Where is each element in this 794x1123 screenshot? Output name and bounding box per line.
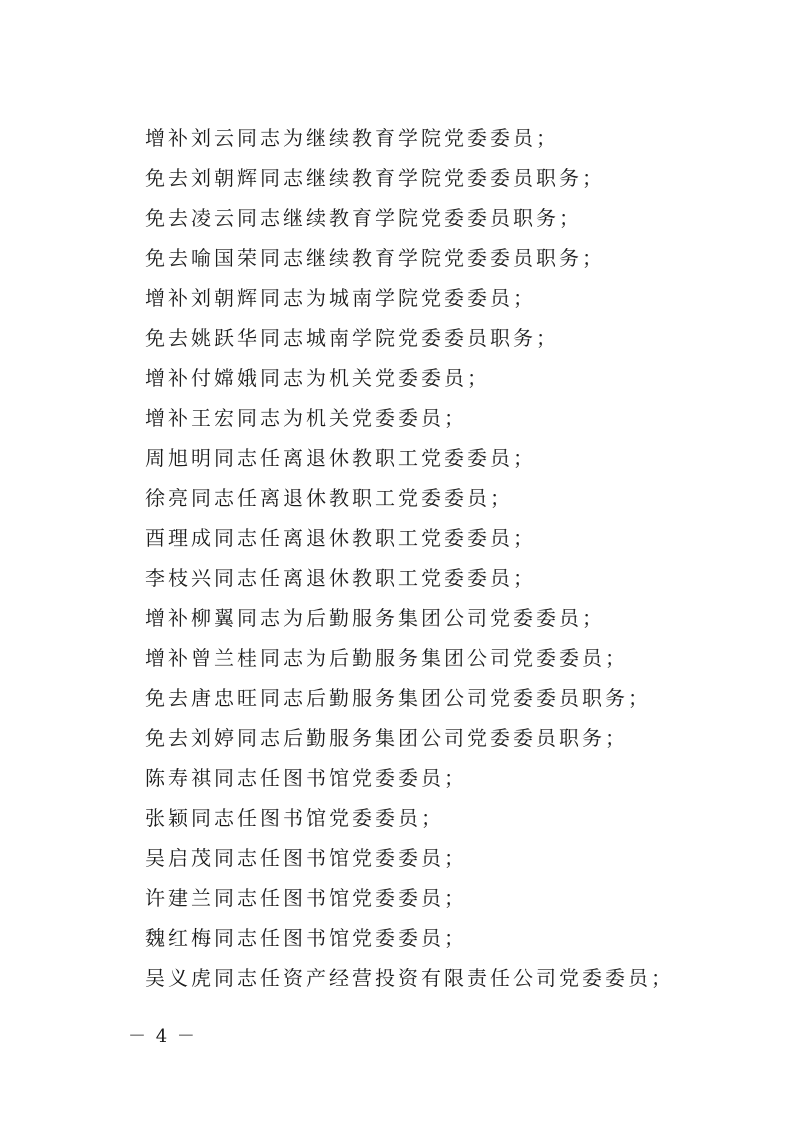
list-item: 周旭明同志任离退休教职工党委委员； (145, 446, 536, 470)
list-item: 增补王宏同志为机关党委委员； (145, 406, 467, 430)
list-item: 增补付嫦娥同志为机关党委委员； (145, 366, 490, 390)
list-item: 吴义虎同志任资产经营投资有限责任公司党委委员； (145, 966, 674, 990)
list-item: 陈寿祺同志任图书馆党委委员； (145, 766, 467, 790)
list-item: 免去唐忠旺同志后勤服务集团公司党委委员职务； (145, 686, 651, 710)
list-item: 免去姚跃华同志城南学院党委委员职务； (145, 326, 559, 350)
list-item: 增补刘云同志为继续教育学院党委委员； (145, 126, 559, 150)
appointment-list (145, 118, 745, 998)
list-item: 增补刘朝辉同志为城南学院党委委员； (145, 286, 536, 310)
list-item: 李枝兴同志任离退休教职工党委委员； (145, 566, 536, 590)
page-number: － 4 － (128, 1026, 197, 1047)
list-item: 增补曾兰桂同志为后勤服务集团公司党委委员； (145, 646, 628, 670)
list-item: 增补柳翼同志为后勤服务集团公司党委委员； (145, 606, 605, 630)
list-item: 徐亮同志任离退休教职工党委委员； (145, 486, 513, 510)
list-item: 吴启茂同志任图书馆党委委员； (145, 846, 467, 870)
list-item: 魏红梅同志任图书馆党委委员； (145, 926, 467, 950)
list-item: 免去凌云同志继续教育学院党委委员职务； (145, 206, 582, 230)
list-item: 免去刘朝辉同志继续教育学院党委委员职务； (145, 166, 605, 190)
list-item: 酉理成同志任离退休教职工党委委员； (145, 526, 536, 550)
list-item: 许建兰同志任图书馆党委委员； (145, 886, 467, 910)
list-item: 免去刘婷同志后勤服务集团公司党委委员职务； (145, 726, 628, 750)
list-item: 免去喻国荣同志继续教育学院党委委员职务； (145, 246, 605, 270)
list-item: 张颖同志任图书馆党委委员； (145, 806, 444, 830)
